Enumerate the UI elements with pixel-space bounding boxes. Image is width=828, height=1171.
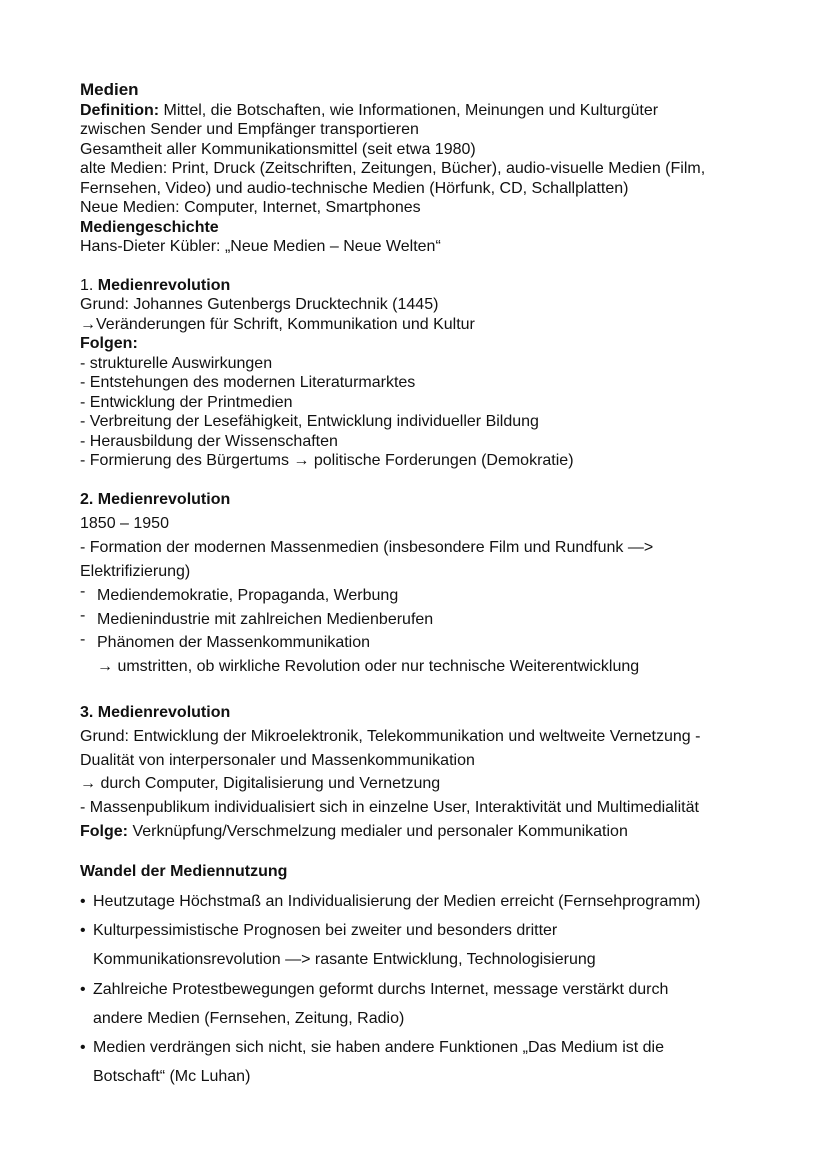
wandel-bullet-4-line-2: Botschaft“ (Mc Luhan) — [93, 1068, 251, 1085]
rev3-folge — [80, 822, 628, 841]
rev1-folgen-label: Folgen: — [80, 335, 138, 352]
intro-line-4: Neue Medien: Computer, Internet, Smartphones — [80, 199, 421, 216]
mediengeschichte-heading: Mediengeschichte — [80, 219, 219, 236]
rev1-heading — [80, 276, 230, 295]
bullet-dot: • — [80, 1039, 86, 1056]
rev2-dash-item: Mediendemokratie, Propaganda, Werbung — [97, 587, 399, 604]
rev1-grund: Grund: Johannes Gutenbergs Drucktechnik (1445) — [80, 296, 439, 313]
rev2-dash-item: Phänomen der Massenkommunikation — [97, 634, 371, 651]
rev1-item: - strukturelle Auswirkungen — [80, 355, 273, 372]
bullet-dot: • — [80, 922, 86, 939]
rev1-item: - Formierung des Bürgertums → politische Forderungen (Demokratie) — [80, 452, 574, 469]
intro-line-1: Gesamtheit aller Kommunikationsmittel (seit etwa 1980) — [80, 141, 476, 158]
rev2-formation-line-1: - Formation der modernen Massenmedien (insbesondere Film und Rundfunk —> — [80, 539, 654, 556]
intro-line-2: alte Medien: Print, Druck (Zeitschriften, Zeitungen, Bücher), audio-visuelle Medien (Film, — [80, 160, 706, 177]
rev3-folge-text: Verknüpfung/Verschmelzung medialer und personaler Kommunikation — [128, 823, 628, 840]
rev1-item: - Entstehungen des modernen Literaturmarktes — [80, 374, 416, 391]
page-title: Medien — [80, 80, 139, 99]
dash-bullet: - — [80, 631, 86, 648]
rev2-formation-line-2: Elektrifizierung) — [80, 563, 191, 580]
rev3-arrow: → durch Computer, Digitalisierung und Vernetzung — [80, 775, 441, 792]
definition-line-1 — [80, 101, 658, 120]
wandel-bullet-4-line-1: Medien verdrängen sich nicht, sie haben andere Funktionen „Das Medium ist die — [93, 1039, 664, 1056]
rev1-title: Medienrevolution — [97, 277, 231, 294]
definition-line-2: zwischen Sender und Empfänger transportieren — [80, 121, 419, 138]
definition-text-1: Mittel, die Botschaften, wie Informationen, Meinungen und Kulturgüter — [159, 102, 659, 119]
rev3-folge-label: Folge: — [80, 823, 128, 840]
definition-label: Definition: — [80, 102, 160, 119]
rev2-heading: 2. Medienrevolution — [80, 491, 231, 508]
bullet-dot: • — [80, 981, 86, 998]
dash-bullet: - — [80, 607, 86, 624]
rev1-number: 1. — [80, 277, 98, 294]
rev1-item: - Verbreitung der Lesefähigkeit, Entwicklung individueller Bildung — [80, 413, 539, 430]
rev3-grund-line-1: Grund: Entwicklung der Mikroelektronik, Telekommunikation und weltweite Vernetzung - — [80, 728, 701, 745]
rev3-publikum: - Massenpublikum individualisiert sich in einzelne User, Interaktivität und Multimedialität — [80, 799, 699, 816]
rev3-heading: 3. Medienrevolution — [80, 704, 231, 721]
wandel-bullet-1: Heutzutage Höchstmaß an Individualisierung der Medien erreicht (Fernsehprogramm) — [93, 893, 701, 910]
wandel-heading: Wandel der Mediennutzung — [80, 863, 288, 880]
intro-line-3: Fernsehen, Video) und audio-technische Medien (Hörfunk, CD, Schallplatten) — [80, 180, 629, 197]
bullet-dot: • — [80, 893, 86, 910]
rev3-grund-line-2: Dualität von interpersonaler und Massenkommunikation — [80, 752, 475, 769]
wandel-bullet-3-line-2: andere Medien (Fernsehen, Zeitung, Radio) — [93, 1010, 405, 1027]
wandel-bullet-2-line-1: Kulturpessimistische Prognosen bei zweiter und besonders dritter — [93, 922, 558, 939]
mediengeschichte-quote: Hans-Dieter Kübler: „Neue Medien – Neue Welten“ — [80, 238, 441, 255]
wandel-bullet-3-line-1: Zahlreiche Protestbewegungen geformt durchs Internet, message verstärkt durch — [93, 981, 669, 998]
dash-bullet: - — [80, 583, 86, 600]
rev1-item: - Herausbildung der Wissenschaften — [80, 433, 338, 450]
wandel-bullet-2-line-2: Kommunikationsrevolution —> rasante Entwicklung, Technologisierung — [93, 951, 596, 968]
rev2-dash-item: Medienindustrie mit zahlreichen Medienberufen — [97, 611, 434, 628]
rev1-change: →Veränderungen für Schrift, Kommunikation und Kultur — [80, 316, 475, 333]
rev2-period: 1850 – 1950 — [80, 515, 169, 532]
rev2-note: → umstritten, ob wirkliche Revolution oder nur technische Weiterentwicklung — [97, 658, 640, 675]
rev1-item: - Entwicklung der Printmedien — [80, 394, 293, 411]
